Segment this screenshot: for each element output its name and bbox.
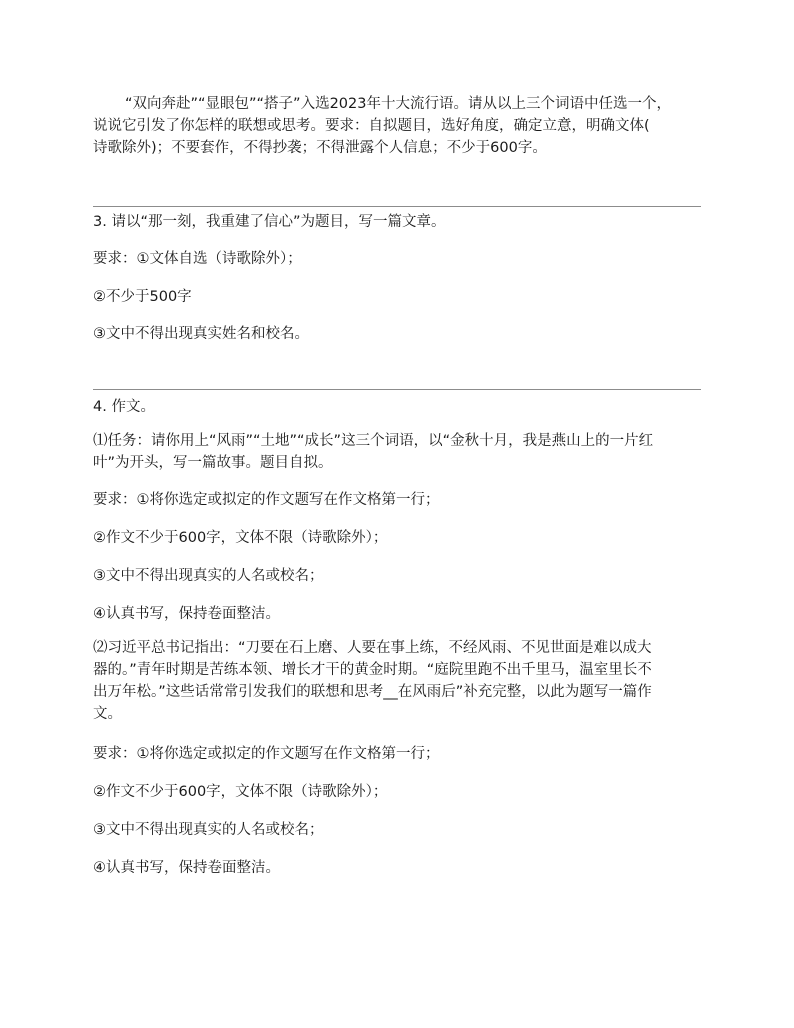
question-4-part-1-task: [93, 430, 701, 474]
part-2-requirement-3: ③文中不得出现真实的人名或校名；: [93, 822, 324, 838]
question-3-requirement-3: ③文中不得出现真实姓名和校名。: [93, 326, 309, 342]
prompt-line: ⑵习近平总书记指出：“刀要在石上磨、人要在事上练，不经风雨、不见世面是难以成大: [93, 640, 652, 656]
part-1-requirement-4: ④认真书写，保持卷面整洁。: [93, 606, 280, 622]
part-1-requirement-1: 要求：①将你选定或拟定的作文题写在作文格第一行；: [93, 492, 440, 508]
question-4-part-2-prompt: [93, 637, 701, 725]
prompt-line: 文。: [93, 706, 122, 722]
section-divider: [93, 206, 701, 207]
prompt-line: 器的。”青年时期是苦练本领、增长才干的黄金时期。“庭院里跑不出千里马，温室里长不: [93, 662, 652, 678]
part-2-requirement-1: 要求：①将你选定或拟定的作文题写在作文格第一行；: [93, 746, 440, 762]
task-line: ⑴任务：请你用上“风雨”“土地”“成长”这三个词语，以“金秋十月，我是燕山上的一片红: [93, 433, 654, 449]
part-1-requirement-2: ②作文不少于600字，文体不限（诗歌除外）；: [93, 530, 388, 546]
question-3-requirement-2: ②不少于500字: [93, 289, 192, 305]
part-1-requirement-3: ③文中不得出现真实的人名或校名；: [93, 568, 324, 584]
intro-line: “双向奔赴”“显眼包”“搭子”入选2023年十大流行语。请从以上三个词语中任选一个，: [125, 96, 671, 112]
intro-line: 说说它引发了你怎样的联想或思考。要求：自拟题目，选好角度，确定立意，明确文体(: [93, 118, 650, 134]
part-2-requirement-2: ②作文不少于600字，文体不限（诗歌除外）；: [93, 784, 388, 800]
question-4-title: 4. 作文。: [93, 399, 155, 415]
section-divider: [93, 389, 701, 390]
question-3-title: 3. 请以“那一刻，我重建了信心”为题目，写一篇文章。: [93, 214, 446, 230]
task-line: 叶”为开头，写一篇故事。题目自拟。: [93, 455, 333, 471]
prompt-line: 出万年松。”这些话常常引发我们的联想和思考__在风雨后”补充完整，以此为题写一篇作: [93, 684, 652, 700]
part-2-requirement-4: ④认真书写，保持卷面整洁。: [93, 860, 280, 876]
question-3-requirement-1: 要求：①文体自选（诗歌除外）；: [93, 251, 302, 267]
intro-line: 诗歌除外)；不要套作，不得抄袭；不得泄露个人信息；不少于600字。: [93, 140, 547, 156]
intro-paragraph: [93, 93, 701, 159]
